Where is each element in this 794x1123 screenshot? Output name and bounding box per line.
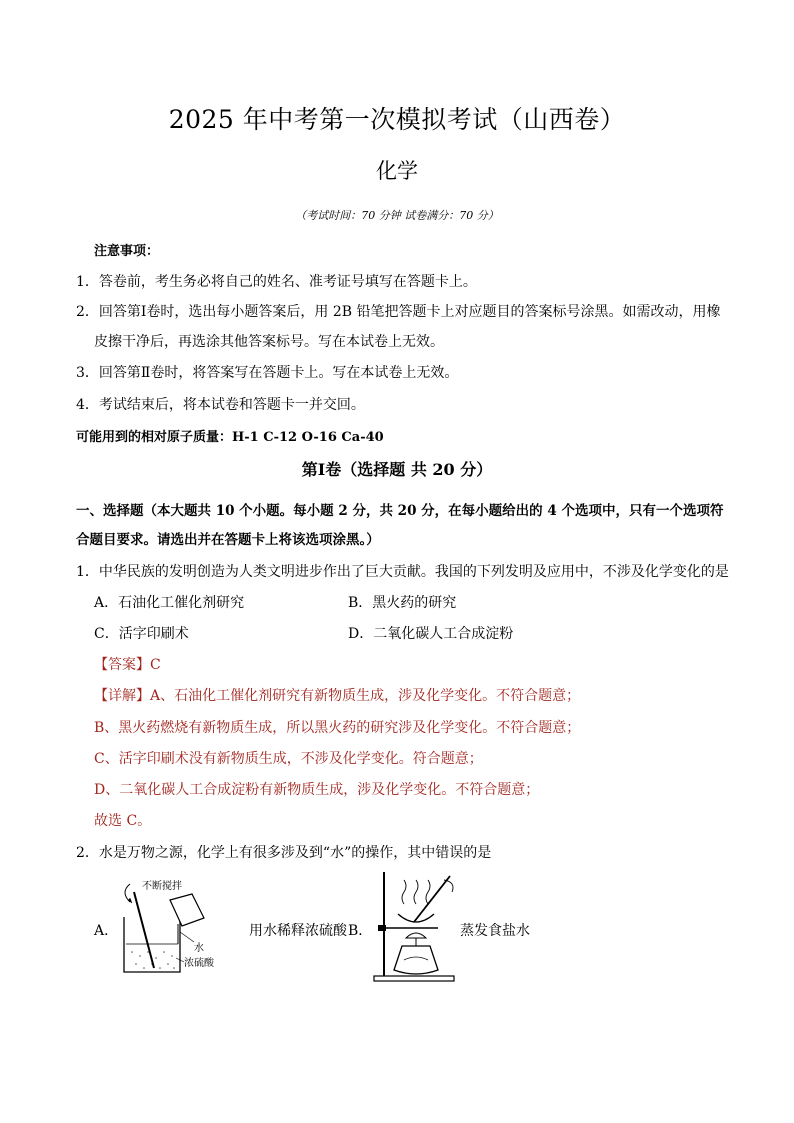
pouring-beaker-icon [170,894,204,926]
section-instructions-2: 合题目要求。请选出并在答题卡上将该选项涂黑。） [76,532,380,548]
note-item-3: 3．回答第Ⅱ卷时，将答案写在答题卡上。写在本试卷上无效。 [76,365,459,381]
stir-arrowhead-icon [128,898,132,903]
q1-detail-2: B、黑火药燃烧有新物质生成，所以黑火药的研究涉及化学变化。不符合题意； [94,720,581,736]
stand-base-icon [374,976,454,981]
glass-rod-icon [134,892,154,968]
q1-conclusion: 故选 C。 [94,813,152,829]
alcohol-lamp-icon [394,946,438,974]
steam-1 [402,880,406,904]
dilution-apparatus-figure [112,872,242,982]
exam-meta: （考试时间：70 分钟 试卷满分：70 分） [295,209,499,222]
section-instructions-1: 一、选择题（本大题共 10 个小题。每小题 2 分，共 20 分，在每小题给出的 4 个选项中，只有一个选项符 [76,503,724,519]
fig-label-acid: 浓硫酸 [184,958,214,969]
q2-option-b-text: 蒸发食盐水 [460,923,530,939]
q2-option-a-letter: A． [94,923,119,939]
note-item-4: 4．考试结束后，将本试卷和答题卡一并交回。 [76,397,365,413]
q1-option-d: D．二氧化碳人工合成淀粉 [348,626,514,642]
label-leader-water [180,932,194,942]
section-title: 第Ⅰ卷（选择题 共 20 分） [301,460,493,479]
note-item-1: 1．答卷前，考生务必将自己的姓名、准考证号填写在答题卡上。 [76,274,477,290]
fig-label-water: 水 [194,943,204,954]
q1-detail-1: 【详解】A、石油化工催化剂研究有新物质生成，涉及化学变化。不符合题意； [94,688,581,704]
note-item-2: 2．回答第Ⅰ卷时，选出每小题答案后，用 2B 铅笔把答题卡上对应题目的答案标号涂黑。如需改动，用橡 [76,304,721,320]
clamp-icon [378,925,386,931]
subject-title: 化学 [376,159,418,183]
q1-answer: 【答案】C [94,657,161,673]
flame-icon [406,933,426,938]
q1-option-a: A．石油化工催化剂研究 [94,595,245,611]
evaporation-apparatus-figure [364,866,464,986]
q1-option-b: B．黑火药的研究 [348,595,457,611]
q1-stem: 1．中华民族的发明创造为人类文明进步作出了巨大贡献。我国的下列发明及应用中，不涉及化学变化的是 [76,564,729,580]
q1-detail-4: D、二氧化碳人工合成淀粉有新物质生成，涉及化学变化。不符合题意； [94,782,540,798]
q2-option-b-letter: B． [348,923,373,939]
note-item-2-cont: 皮擦干净后，再选涂其他答案标号。写在本试卷上无效。 [94,334,444,350]
q2-stem: 2．水是万物之源，化学上有很多涉及到“水”的操作，其中错误的是 [76,845,492,861]
fig-label-stir: 不断搅拌 [142,881,182,892]
exam-title: 2025 年中考第一次模拟考试（山西卷） [168,105,626,134]
atomic-masses: 可能用到的相对原子质量：H-1 C-12 O-16 Ca-40 [76,430,384,445]
notes-heading: 注意事项： [94,244,160,259]
q1-option-c: C．活字印刷术 [94,626,189,642]
steam-2 [414,880,418,904]
q2-option-a-text: 用水稀释浓硫酸 [249,923,347,939]
q1-detail-3: C、活字印刷术没有新物质生成，不涉及化学变化。符合题意； [94,751,483,767]
steam-3 [426,880,430,904]
